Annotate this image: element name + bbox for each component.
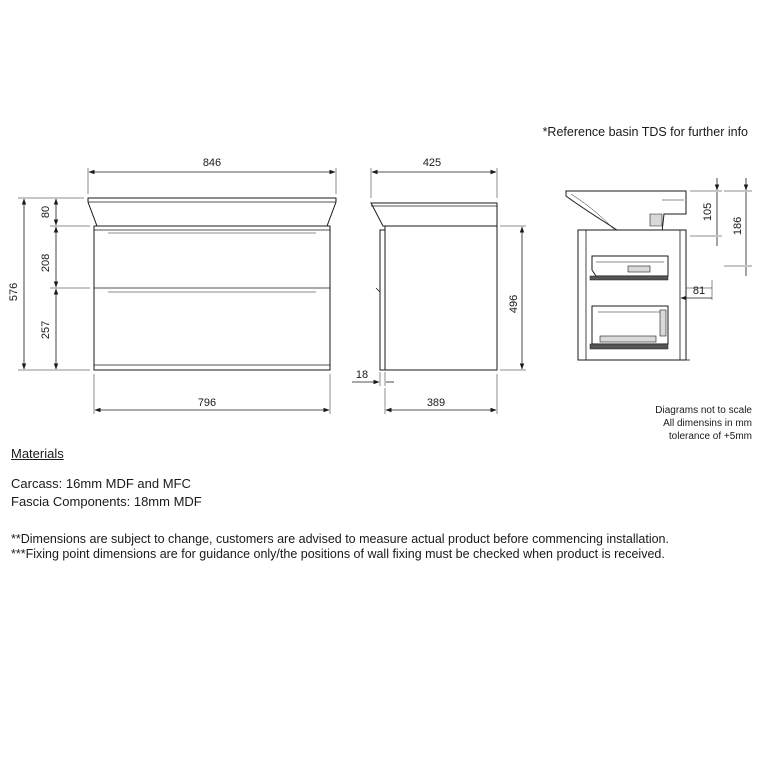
materials-heading: Materials [11, 446, 64, 461]
dim-section-fixing-depth: 81 [692, 285, 706, 297]
disclaimer-fixing: ***Fixing point dimensions are for guidance only/the positions of wall fixing must be checked when product is received. [11, 547, 665, 561]
scale-note-3: tolerance of +5mm [668, 431, 752, 442]
side-fascia [380, 230, 385, 370]
dim-side-carcass-depth: 389 [426, 397, 446, 409]
section-view [566, 178, 752, 360]
reference-note: *Reference basin TDS for further info [542, 125, 748, 139]
dim-basin-height: 80 [40, 205, 52, 219]
side-basin-outline [371, 203, 497, 226]
front-view [8, 157, 336, 414]
dim-overall-height: 576 [8, 282, 20, 302]
materials-fascia: Fascia Components: 18mm MDF [11, 494, 202, 509]
dim-section-basin-depth: 105 [702, 202, 714, 222]
dim-front-overall-width: 846 [202, 157, 222, 169]
dim-fascia-depth: 18 [355, 369, 369, 381]
dim-side-carcass-height: 496 [508, 294, 520, 314]
dim-side-overall-depth: 425 [422, 157, 442, 169]
dim-section-upper-height: 186 [732, 216, 744, 236]
side-view [352, 157, 526, 414]
dim-drawer-2-height: 257 [40, 320, 52, 340]
dim-drawer-1-height: 208 [40, 253, 52, 273]
scale-note-1: Diagrams not to scale [655, 405, 752, 416]
side-carcass-body [385, 226, 497, 370]
front-cabinet-body [94, 226, 330, 370]
dim-front-carcass-width: 796 [197, 397, 217, 409]
materials-carcass: Carcass: 16mm MDF and MFC [11, 476, 191, 491]
disclaimer-dimensions: **Dimensions are subject to change, customers are advised to measure actual product before commencing installation. [11, 532, 669, 546]
scale-note-2: All dimensins in mm [663, 418, 752, 429]
